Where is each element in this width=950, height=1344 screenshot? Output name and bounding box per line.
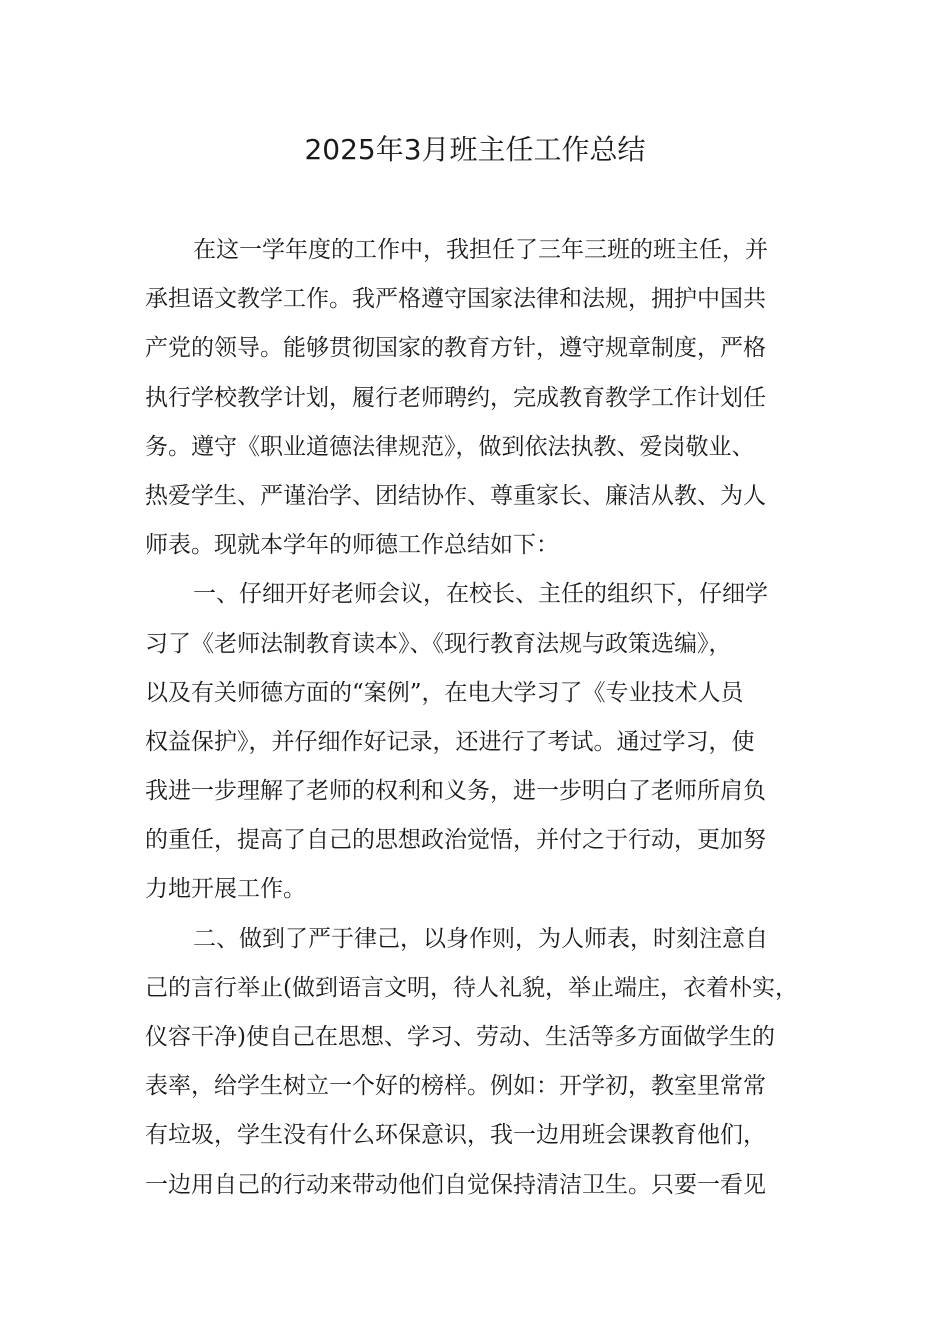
paragraph-line: 己的言行举止(做到语言文明，待人礼貌，举止端庄，衣着朴实，: [145, 974, 798, 1001]
paragraph-line: 承担语文教学工作。我严格遵守国家法律和法规，拥护中国共: [145, 286, 766, 313]
paragraph-line: 习了《老师法制教育读本》、《现行教育法规与政策选编》，: [145, 630, 732, 657]
paragraph-line: 二、做到了严于律己，以身作则，为人师表，时刻注意自: [193, 925, 768, 952]
paragraph-line: 务。遵守《职业道德法律规范》，做到依法执教、爱岗敬业、: [145, 433, 755, 460]
paragraph-line: 表率，给学生树立一个好的榜样。例如：开学初，教室里常常: [145, 1073, 766, 1100]
paragraph-line: 权益保护》，并仔细作好记录，还进行了考试。通过学习，使: [145, 728, 755, 755]
paragraph-line: 有垃圾，学生没有什么环保意识，我一边用班会课教育他们，: [145, 1122, 766, 1149]
paragraph-line: 一边用自己的行动来带动他们自觉保持清洁卫生。只要一看见: [145, 1171, 766, 1198]
document-title: 2025年3月班主任工作总结: [304, 133, 646, 166]
document-body: [145, 226, 825, 1210]
paragraph-line: 仪容干净)使自己在思想、学习、劳动、生活等多方面做学生的: [145, 1024, 775, 1050]
paragraph-line: 热爱学生、严谨治学、团结协作、尊重家长、廉洁从教、为人: [145, 482, 766, 509]
paragraph-line: 一、仔细开好老师会议，在校长、主任的组织下，仔细学: [193, 581, 768, 608]
paragraph-line: 以及有关师德方面的“案例”，在电大学习了《专业技术人员: [145, 679, 744, 706]
paragraph-line: 产党的领导。能够贯彻国家的教育方针，遵守规章制度，严格: [145, 335, 766, 362]
paragraph-line: 我进一步理解了老师的权利和义务，进一步明白了老师所肩负: [145, 778, 766, 805]
paragraph-line: 在这一学年度的工作中，我担任了三年三班的班主任，并: [193, 237, 768, 263]
paragraph-line: 的重任，提高了自己的思想政治觉悟，并付之于行动，更加努: [145, 827, 766, 854]
paragraph-line: 执行学校教学计划，履行老师聘约，完成教育教学工作计划任: [145, 384, 766, 411]
paragraph-line: 师表。现就本学年的师德工作总结如下：: [145, 532, 559, 559]
paragraph-line: 力地开展工作。: [145, 876, 306, 903]
